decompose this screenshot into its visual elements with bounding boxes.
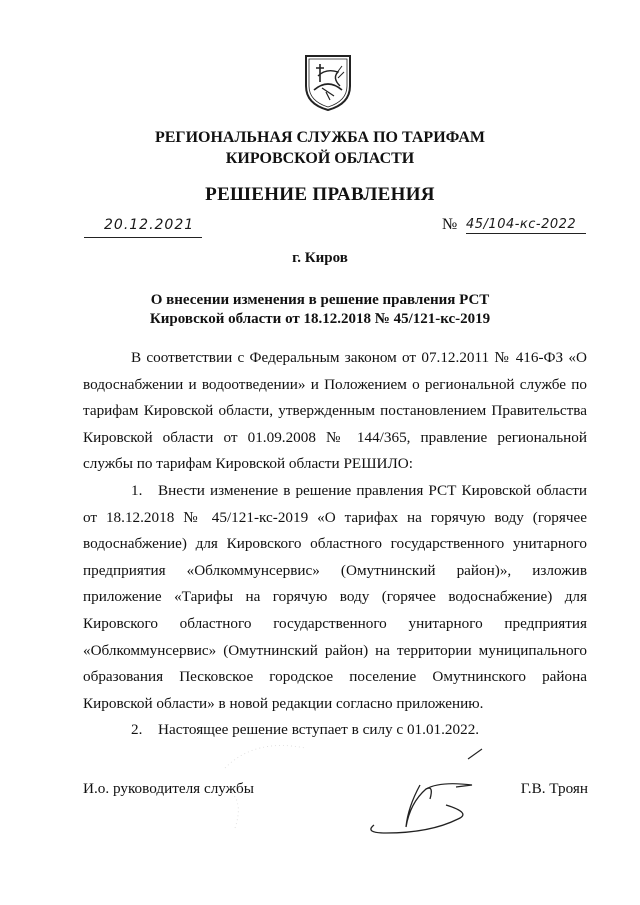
city: г. Киров — [292, 250, 348, 266]
item-paragraph-2 — [83, 717, 587, 744]
subject-line1: О внесении изменения в решение правления РСТ — [150, 292, 490, 308]
decision-title: РЕШЕНИЕ ПРАВЛЕНИЯ — [205, 184, 435, 205]
intro-paragraph: В соответствии с Федеральным законом от 07.12.2011 № 416-ФЗ «О водоснабжении и водоотведении» и Положением о региональной службе по тарифам Кировской области, утвержденным постановлением Правительства Кировской области от 01.09.2008 № 144/365, правление региональной службы по тарифам Кировской области РЕШИЛО: — [83, 349, 587, 473]
decision-number: 45/104-кс-2022 — [466, 217, 586, 234]
item-text: Настоящее решение вступает в силу с 01.01.2022. — [158, 721, 480, 739]
document-body — [83, 345, 587, 744]
agency-name-line2: КИРОВСКОЙ ОБЛАСТИ — [225, 150, 415, 167]
item-number: 2. — [131, 721, 143, 739]
item-number: 1. — [131, 481, 143, 499]
decision-date-field — [84, 215, 202, 238]
signatory-name: Г.В. Троян — [520, 780, 588, 797]
decision-date: 20.12.2021 — [104, 217, 195, 233]
subject-line2: Кировской области от 18.12.2018 № 45/121-кс-2019 — [149, 311, 491, 327]
item-paragraph-1 — [83, 478, 587, 717]
kirov-coat-of-arms-icon — [302, 52, 354, 112]
handwritten-signature-icon — [360, 745, 500, 840]
agency-name-line1: РЕГИОНАЛЬНАЯ СЛУЖБА ПО ТАРИФАМ — [154, 129, 486, 146]
decision-number-field — [442, 214, 588, 236]
item-text: Внести изменение в решение правления РСТ Кировской области от 18.12.2018 № 45/121-кс-2019 «О тарифах на горячую воду (горячее водоснабжение) для Кировского областного государственного унитарного предприятия «Облкоммунсервис» (Омутнинский район)», изложив приложение «Тарифы на горячую воду (горячее водоснабжение) для Кировского областного государственного унитарного предприятия «Облкоммунсервис» (Омутнинский район) на территории муниципального образования Песковское городское поселение Омутнинского района Кировской области» в новой редакции согласно приложению. — [83, 481, 587, 712]
signatory-position: И.о. руководителя службы — [83, 780, 254, 797]
number-sign: № — [442, 216, 458, 233]
